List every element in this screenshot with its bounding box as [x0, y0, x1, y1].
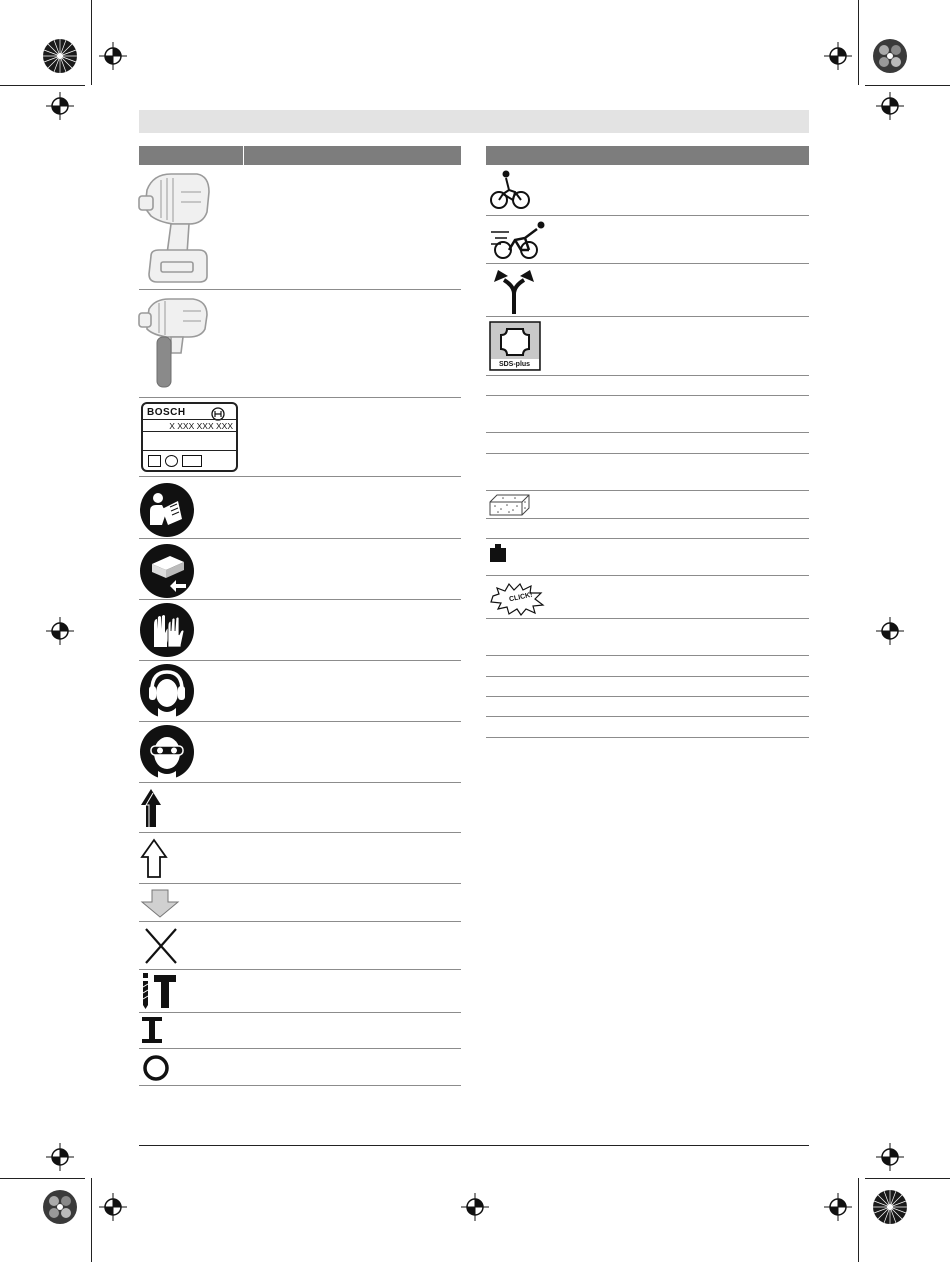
table-row-divider	[139, 1048, 461, 1049]
impact-drill-icon	[137, 168, 213, 286]
nameplate-icon	[141, 402, 238, 472]
left-table-header	[139, 146, 461, 165]
table-row-divider	[486, 453, 809, 454]
table-row-divider	[139, 969, 461, 970]
direction-fork-icon	[490, 268, 538, 314]
table-row-divider	[486, 575, 809, 576]
drill-hammer-icon	[140, 973, 178, 1009]
wear-eye-protection-icon	[140, 725, 194, 779]
table-row-divider	[139, 599, 461, 600]
table-row-divider	[486, 538, 809, 539]
table-row-divider	[139, 476, 461, 477]
table-row-divider	[486, 263, 809, 264]
wear-gloves-icon	[140, 603, 194, 657]
nameplate-brand: BOSCH	[147, 407, 186, 418]
table-row-divider	[486, 432, 809, 433]
table-row-divider	[139, 660, 461, 661]
arrow-down-gray-icon	[140, 888, 180, 918]
i-beam-icon	[142, 1017, 164, 1043]
table-row-divider	[486, 375, 809, 376]
cyclist-fast-icon	[489, 220, 547, 260]
sponge-icon	[489, 494, 531, 516]
table-row-divider	[139, 782, 461, 783]
right-table-header	[486, 146, 809, 165]
weight-icon	[490, 544, 506, 562]
table-row-divider	[139, 538, 461, 539]
remove-battery-icon	[140, 544, 194, 598]
nameplate-rule	[143, 450, 236, 451]
click-label: CLICK!	[508, 591, 534, 604]
ring-icon	[142, 1054, 170, 1082]
rotary-hammer-icon	[137, 293, 213, 391]
table-row-divider	[139, 397, 461, 398]
nameplate-box	[148, 455, 161, 467]
wear-ear-protection-icon	[140, 664, 194, 718]
page-footer-rule	[139, 1145, 809, 1146]
table-row-divider	[139, 1085, 461, 1086]
table-row-divider	[486, 215, 809, 216]
table-row-divider	[139, 1012, 461, 1013]
table-row-divider	[486, 490, 809, 491]
arrow-up-filled-icon	[140, 787, 164, 829]
sds-plus-label: SDS-plus	[498, 361, 531, 368]
left-table-header-divider	[243, 146, 244, 165]
table-row-divider	[139, 921, 461, 922]
cyclist-slow-icon	[489, 170, 531, 210]
read-manual-icon	[140, 483, 194, 537]
table-row-divider	[139, 721, 461, 722]
cross-icon	[144, 927, 178, 965]
nameplate-rule	[143, 431, 236, 432]
table-row-divider	[486, 676, 809, 677]
nameplate-code: X XXX XXX XXX	[169, 421, 233, 431]
nameplate-rule	[143, 419, 236, 420]
nameplate-circle	[165, 455, 178, 467]
table-row-divider	[486, 618, 809, 619]
table-row-divider	[486, 518, 809, 519]
table-row-divider	[486, 395, 809, 396]
page-header-band	[139, 110, 809, 133]
table-row-divider	[486, 655, 809, 656]
table-row-divider	[139, 883, 461, 884]
table-row-divider	[486, 696, 809, 697]
table-row-divider	[139, 832, 461, 833]
table-row-divider	[486, 316, 809, 317]
nameplate-box	[182, 455, 202, 467]
arrow-up-outline-icon	[140, 837, 168, 879]
table-row-divider	[139, 289, 461, 290]
table-row-divider	[486, 737, 809, 738]
table-row-divider	[486, 716, 809, 717]
